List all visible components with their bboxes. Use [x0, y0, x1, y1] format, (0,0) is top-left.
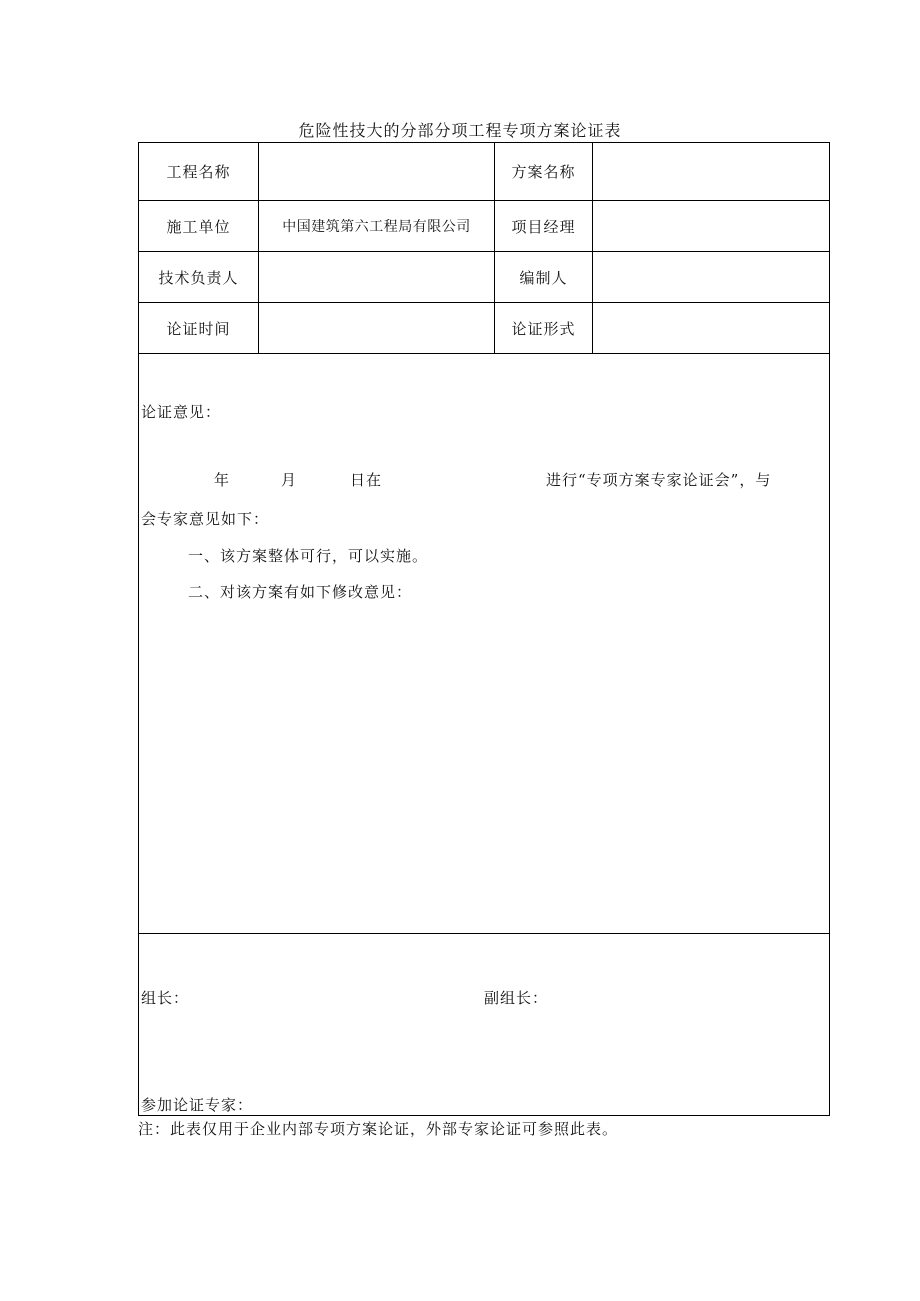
experts-label: 参加论证专家： [141, 1096, 254, 1114]
label-review-time: 论证时间 [166, 319, 231, 338]
label-project-name: 工程名称 [166, 163, 231, 181]
label-review-form: 论证形式 [511, 319, 576, 338]
value-plan-name[interactable] [593, 143, 829, 200]
value-project-name[interactable] [259, 143, 494, 200]
value-review-form[interactable] [593, 303, 829, 353]
value-project-manager[interactable] [593, 201, 829, 251]
opinion-day-at: 日在 [350, 471, 383, 489]
label-construction-unit: 施工单位 [166, 217, 231, 236]
label-compiler: 编制人 [519, 268, 568, 287]
label-project-manager: 项目经理 [511, 217, 576, 236]
row-divider [139, 353, 829, 354]
row-divider [139, 933, 829, 934]
label-technical-lead: 技术负责人 [158, 268, 239, 287]
opinion-meeting-text: 进行“专项方案专家论证会”，与 [546, 471, 772, 489]
leader-label: 组长： [141, 989, 190, 1007]
value-construction-unit[interactable]: 中国建筑第六工程局有限公司 [282, 219, 471, 235]
opinion-item-2: 二、对该方案有如下修改意见： [188, 583, 413, 601]
label-plan-name: 方案名称 [511, 163, 576, 181]
opinion-continuation: 会专家意见如下： [141, 510, 270, 528]
opinion-month: 月 [281, 471, 298, 489]
value-technical-lead[interactable] [259, 252, 494, 302]
opinion-year: 年 [214, 471, 231, 489]
opinion-heading: 论证意见： [141, 403, 222, 421]
deputy-leader-label: 副组长： [484, 989, 549, 1007]
value-compiler[interactable] [593, 252, 829, 302]
review-form-table [138, 142, 830, 1116]
value-review-time[interactable] [259, 303, 494, 353]
form-title: 危险性技大的分部分项工程专项方案论证表 [298, 121, 622, 140]
opinion-item-1: 一、该方案整体可行，可以实施。 [188, 547, 429, 565]
footnote: 注：此表仅用于企业内部专项方案论证，外部专家论证可参照此表。 [138, 1120, 619, 1138]
